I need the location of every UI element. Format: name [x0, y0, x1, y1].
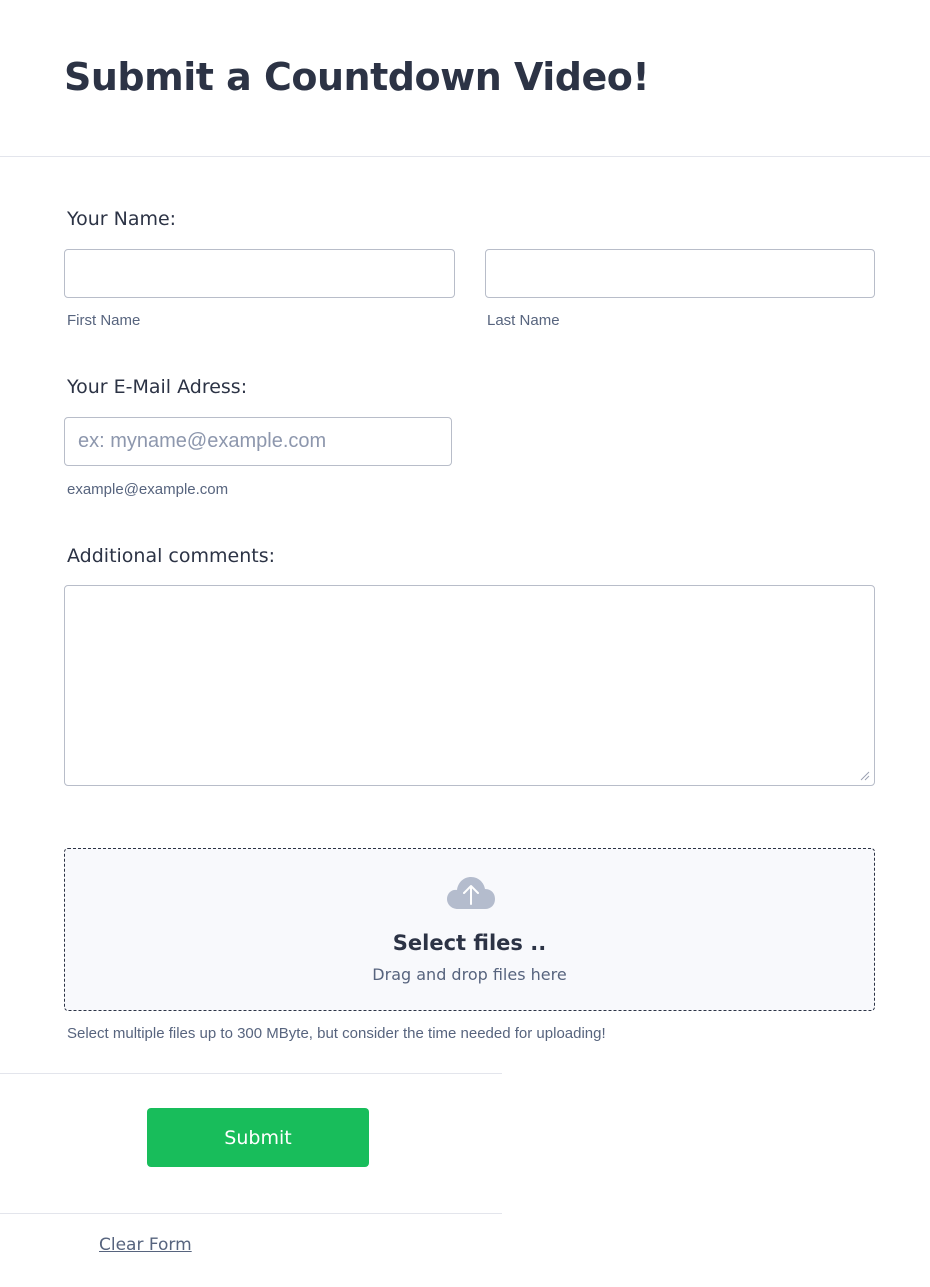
- section-divider: [0, 1213, 502, 1214]
- comments-label: Additional comments:: [67, 545, 275, 567]
- upload-title: Select files ..: [392, 931, 547, 955]
- email-sublabel: example@example.com: [67, 481, 229, 498]
- cloud-upload-icon: [446, 875, 496, 911]
- section-divider: [0, 1073, 502, 1074]
- submit-button[interactable]: Submit: [147, 1108, 369, 1167]
- last-name-sublabel: Last Name: [487, 312, 560, 329]
- last-name-input[interactable]: [485, 249, 875, 298]
- first-name-sublabel: First Name: [67, 312, 141, 329]
- upload-subtitle: Drag and drop files here: [372, 965, 567, 984]
- first-name-input[interactable]: [64, 249, 455, 298]
- header-divider: [0, 156, 930, 157]
- comments-textarea[interactable]: [64, 585, 875, 786]
- page-title: Submit a Countdown Video!: [64, 55, 650, 99]
- email-label: Your E-Mail Adress:: [67, 376, 248, 398]
- email-input[interactable]: [64, 417, 452, 466]
- upload-hint: Select multiple files up to 300 MByte, but consider the time needed for uploading!: [67, 1025, 606, 1042]
- file-upload-dropzone[interactable]: [64, 848, 875, 1011]
- resize-grip-icon[interactable]: [858, 769, 870, 781]
- clear-form-link[interactable]: Clear Form: [99, 1235, 192, 1255]
- name-label: Your Name:: [67, 208, 177, 230]
